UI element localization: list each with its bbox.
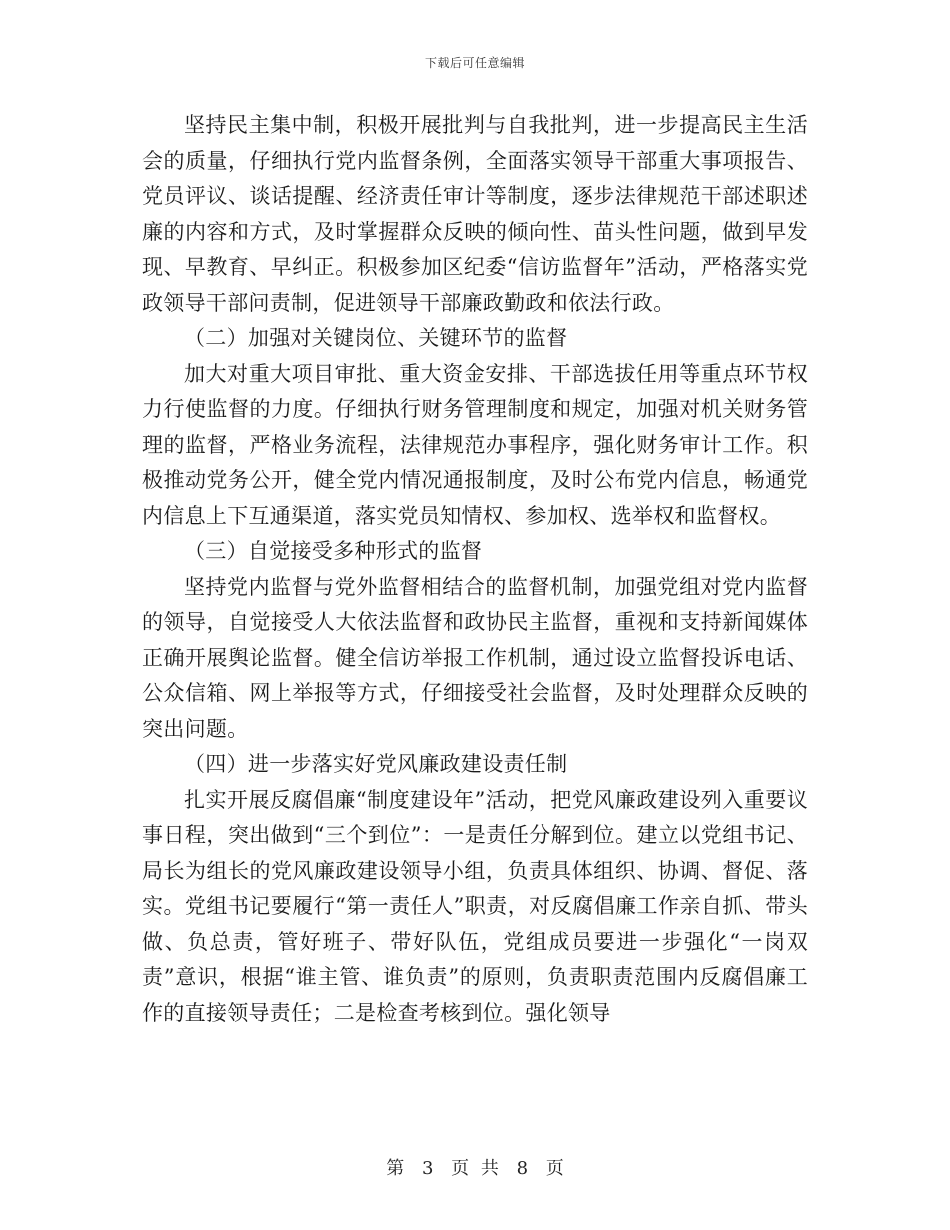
footer-prefix: 第: [386, 1158, 405, 1179]
section-heading: （四）进一步落实好党风廉政建设责任制: [184, 752, 568, 776]
paragraph: 扎实开展反腐倡廉“制度建设年”活动，把党风廉政建设列入重要议事日程，突出做到“三个到位”：一是责任分解到位。建立以党组书记、局长为组长的党风廉政建设领导小组，负责具体组织、协调、督促、落实。党组书记要履行“第一责任人”职责，对反腐倡廉工作亲自抓、带头做、负总责，管好班子、带好队伍，党组成员要进一步强化“一岗双责”意识，根据“谁主管、谁负责”的原则，负责职责范围内反腐倡廉工作的直接领导责任；二是检查考核到位。强化领导: [142, 787, 808, 1025]
paragraph: 坚持民主集中制，积极开展批判与自我批判，进一步提高民主生活会的质量，仔细执行党内监督条例，全面落实领导干部重大事项报告、党员评议、谈话提醒、经济责任审计等制度，逐步法律规范干部述职述廉的内容和方式，及时掌握群众反映的倾向性、苗头性问题，做到早发现、早教育、早纠正。积极参加区纪委“信访监督年”活动，严格落实党政领导干部问责制，促进领导干部廉政勤政和依法行政。: [142, 113, 808, 315]
paragraph: 加大对重大项目审批、重大资金安排、干部选拔任用等重点环节权力行使监督的力度。仔细执行财务管理制度和规定，加强对机关财务管理的监督，严格业务流程，法律规范办事程序，强化财务审计工作。积极推动党务公开，健全党内情况通报制度，及时公布党内信息，畅通党内信息上下互通渠道，落实党员知情权、参加权、选举权和监督权。: [142, 361, 808, 528]
page-footer: [0, 1154, 950, 1180]
document-body: [142, 108, 808, 1031]
section-heading: （二）加强对关键岗位、关键环节的监督: [184, 326, 568, 350]
section-heading: （三）自觉接受多种形式的监督: [184, 539, 483, 563]
page-header-note: 下载后可任意编辑: [424, 56, 525, 70]
footer-total-pages: 8: [516, 1158, 529, 1179]
footer-page-number: 3: [421, 1158, 434, 1179]
paragraph: 坚持党内监督与党外监督相结合的监督机制，加强党组对党内监督的领导，自觉接受人大依法监督和政协民主监督，重视和支持新闻媒体正确开展舆论监督。健全信访举报工作机制，通过设立监督投诉电话、公众信箱、网上举报等方式，仔细接受社会监督，及时处理群众反映的突出问题。: [142, 574, 808, 741]
footer-middle: 页 共: [451, 1158, 499, 1179]
footer-suffix: 页: [545, 1158, 564, 1179]
